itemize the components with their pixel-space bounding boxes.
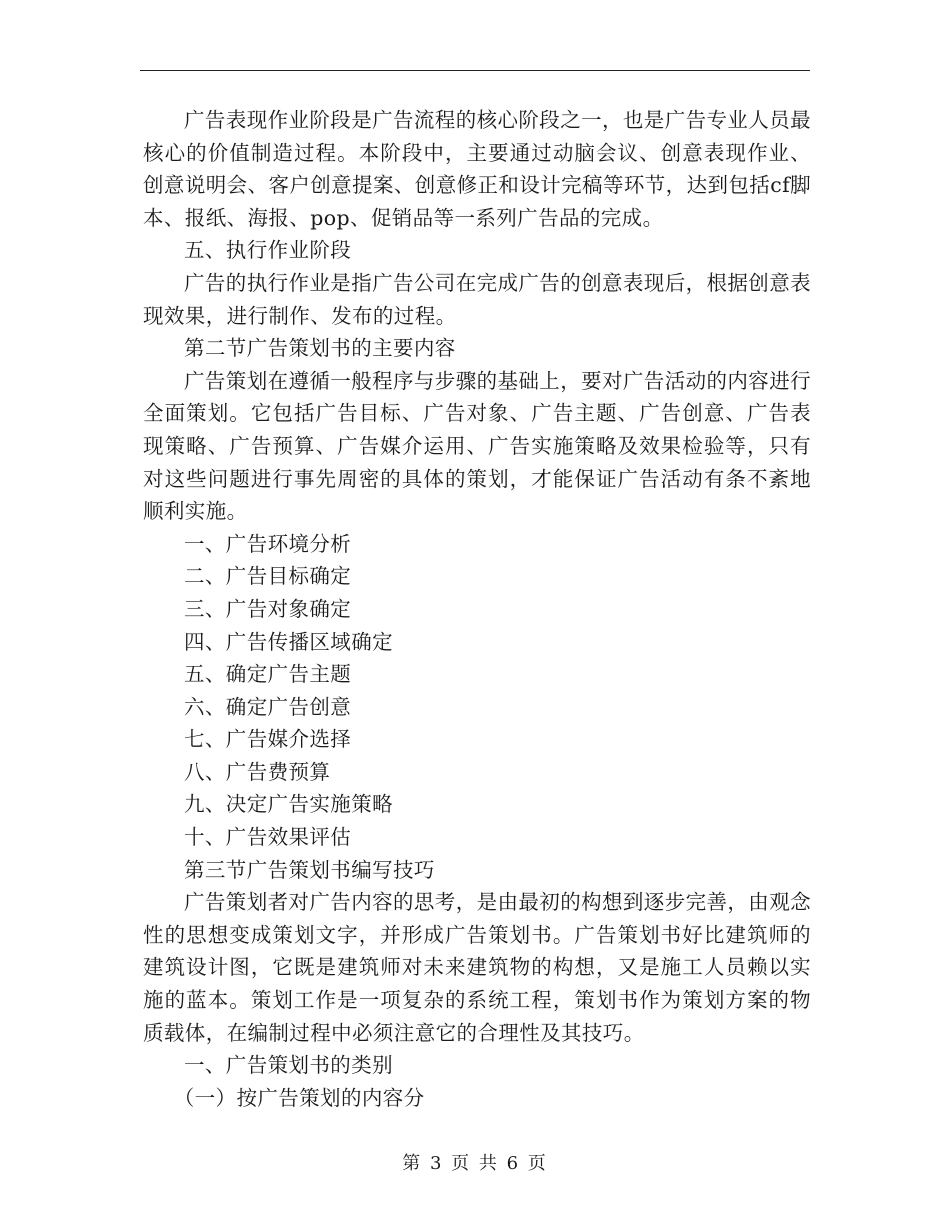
paragraph-ad-expression-stage: 广告表现作业阶段是广告流程的核心阶段之一，也是广告专业人员最核心的价值制造过程。本阶段中，主要通过动脑会议、创意表现作业、创意说明会、客户创意提案、创意修正和设计完稿等环节，达到包括cf脚本、报纸、海报、pop、促销品等一系列广告品的完成。 (143, 108, 811, 230)
list-item: 八、广告费预算 (184, 759, 331, 784)
list-item: 二、广告目标确定 (184, 564, 352, 589)
heading-plan-categories: 一、广告策划书的类别 (184, 1053, 393, 1078)
list-item: 七、广告媒介选择 (184, 727, 352, 752)
document-body (143, 104, 811, 1114)
heading-section-two: 第二节广告策划书的主要内容 (184, 336, 456, 361)
list-item: 三、广告对象确定 (184, 596, 352, 621)
page-number-footer: 第 3 页 共 6 页 (402, 1153, 548, 1174)
heading-section-three: 第三节广告策划书编写技巧 (184, 857, 435, 882)
heading-execution-stage: 五、执行作业阶段 (184, 238, 352, 263)
header-rule (140, 70, 810, 71)
paragraph-section-two: 广告策划在遵循一般程序与步骤的基础上，要对广告活动的内容进行全面策划。它包括广告目标、广告对象、广告主题、广告创意、广告表现策略、广告预算、广告媒介运用、广告实施策略及效果检验等，只有对这些问题进行事先周密的具体的策划，才能保证广告活动有条不紊地顺利实施。 (143, 368, 811, 524)
list-item: 六、确定广告创意 (184, 694, 352, 719)
subheading-by-content: （一）按广告策划的内容分 (173, 1085, 425, 1110)
list-item: 一、广告环境分析 (184, 531, 352, 556)
paragraph-execution-stage: 广告的执行作业是指广告公司在完成广告的创意表现后，根据创意表现效果，进行制作、发布的过程。 (143, 270, 811, 328)
list-item: 四、广告传播区域确定 (184, 629, 393, 654)
list-item: 五、确定广告主题 (184, 662, 352, 687)
list-item: 十、广告效果评估 (184, 825, 352, 850)
list-item: 九、决定广告实施策略 (184, 792, 393, 817)
paragraph-section-three: 广告策划者对广告内容的思考，是由最初的构想到逐步完善，由观念性的思想变成策划文字，并形成广告策划书。广告策划书好比建筑师的建筑设计图，它既是建筑师对未来建筑物的构想，又是施工人员赖以实施的蓝本。策划工作是一项复杂的系统工程，策划书作为策划方案的物质载体，在编制过程中必须注意它的合理性及其技巧。 (143, 890, 811, 1045)
